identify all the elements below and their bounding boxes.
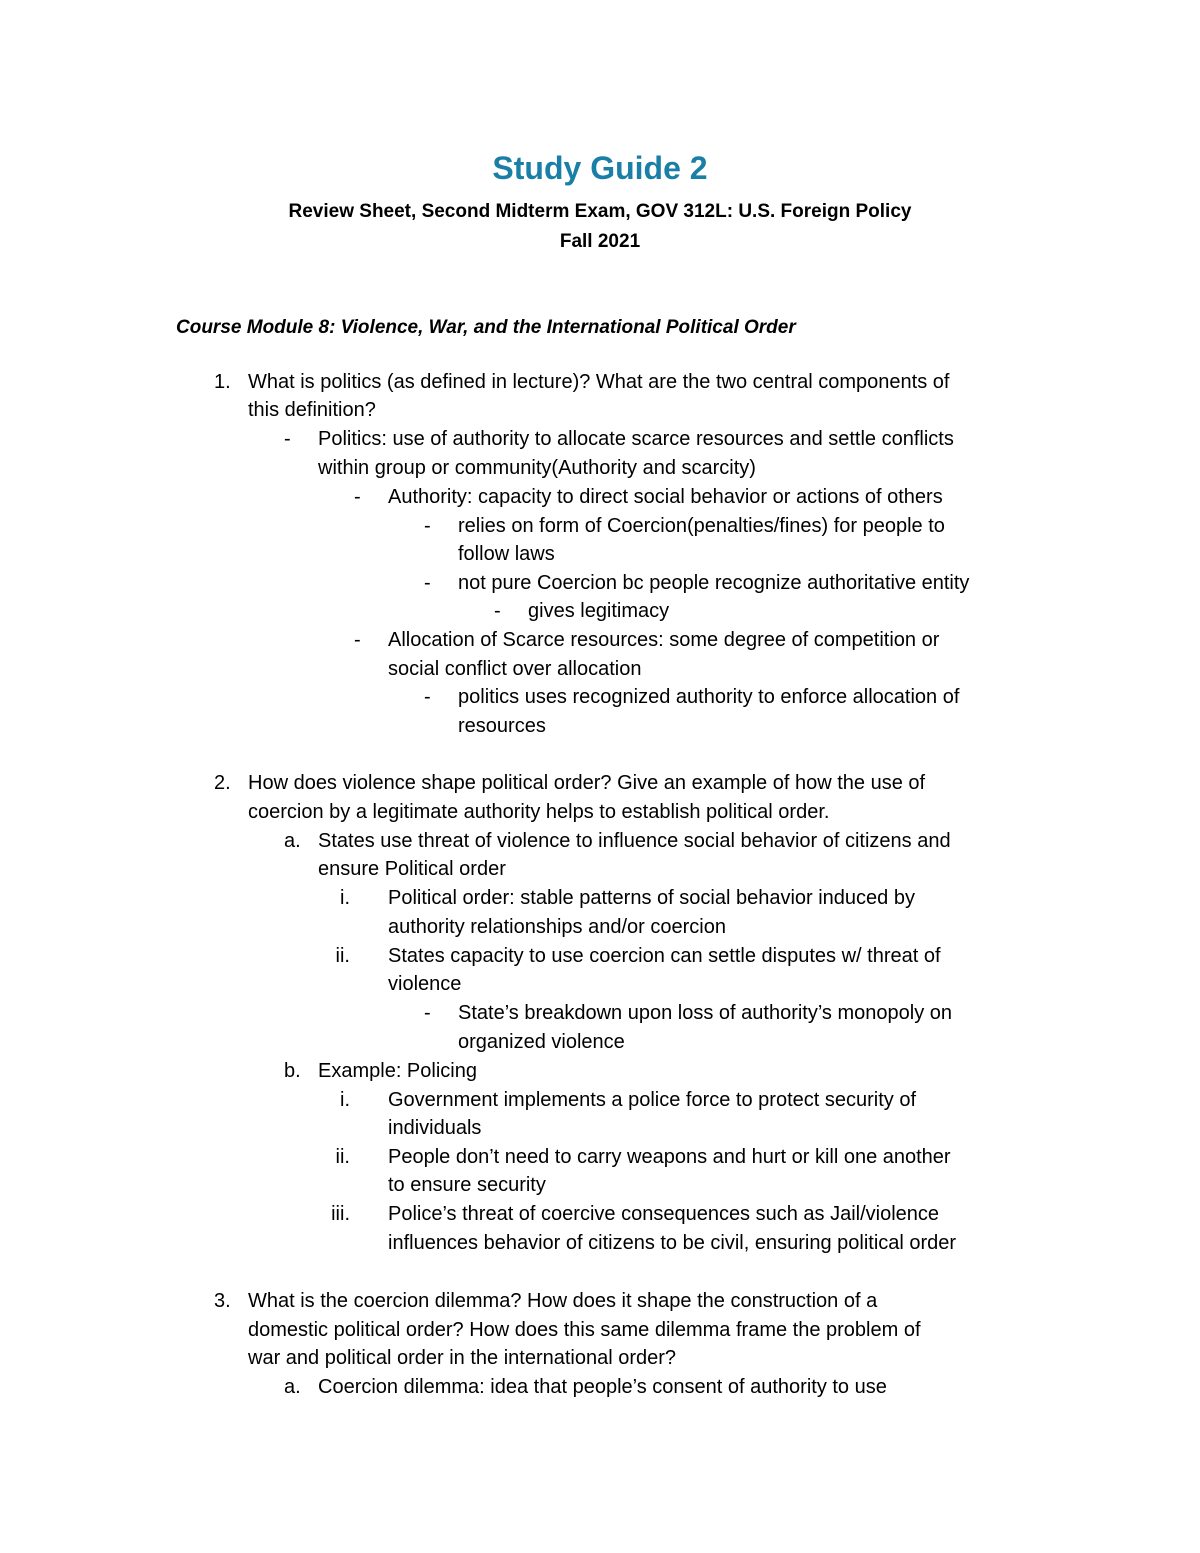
list-marker: ii.: [335, 1146, 350, 1168]
q3-question-line: domestic political order? How does this same dilemma frame the problem of: [248, 1319, 921, 1341]
list-marker: a.: [284, 830, 301, 852]
q1-bullet-line: follow laws: [458, 543, 555, 565]
q2-item-line: States capacity to use coercion can settle disputes w/ threat of: [388, 945, 941, 967]
q2-item-line: individuals: [388, 1117, 482, 1139]
q1-bullet-line: social conflict over allocation: [388, 658, 642, 680]
dash-bullet: -: [354, 486, 361, 508]
list-marker: b.: [284, 1060, 301, 1082]
q3-item-line: Coercion dilemma: idea that people’s consent of authority to use: [318, 1376, 887, 1398]
q2-item-line: ensure Political order: [318, 858, 506, 880]
q1-bullet-line: Politics: use of authority to allocate scarce resources and settle conflicts: [318, 428, 954, 450]
q1-bullet-line: politics uses recognized authority to enforce allocation of: [458, 686, 960, 708]
list-marker: a.: [284, 1376, 301, 1398]
dash-bullet: -: [424, 686, 431, 708]
q2-item-line: Police’s threat of coercive consequences such as Jail/violence: [388, 1203, 940, 1225]
q2-item-line: Example: Policing: [318, 1060, 477, 1082]
page-subtitle: Review Sheet, Second Midterm Exam, GOV 312L: U.S. Foreign Policy: [288, 201, 912, 222]
list-marker: i.: [340, 1089, 350, 1111]
q2-question-line: How does violence shape political order? Give an example of how the use of: [248, 772, 926, 794]
q2-item-line: organized violence: [458, 1031, 625, 1053]
module-heading: Course Module 8: Violence, War, and the International Political Order: [176, 317, 796, 338]
q2-item-line: People don’t need to carry weapons and hurt or kill one another: [388, 1146, 951, 1168]
q1-number: 1.: [214, 371, 231, 393]
list-marker: iii.: [331, 1203, 350, 1225]
dash-bullet: -: [424, 572, 431, 594]
q1-bullet-line: within group or community(Authority and scarcity): [318, 457, 756, 479]
q2-item-line: State’s breakdown upon loss of authority’s monopoly on: [458, 1002, 953, 1024]
q1-question-line: What is politics (as defined in lecture)? What are the two central components of: [248, 371, 950, 393]
q1-bullet-line: Authority: capacity to direct social behavior or actions of others: [388, 486, 943, 508]
q2-item-line: Political order: stable patterns of social behavior induced by: [388, 887, 915, 909]
q3-number: 3.: [214, 1290, 231, 1312]
q2-item-line: authority relationships and/or coercion: [388, 916, 726, 938]
page-title: Study Guide 2: [492, 150, 708, 186]
q3-question-line: What is the coercion dilemma? How does it shape the construction of a: [248, 1290, 878, 1312]
q3-question-line: war and political order in the international order?: [248, 1347, 677, 1369]
page-term: Fall 2021: [559, 231, 641, 252]
q1-bullet-line: Allocation of Scarce resources: some degree of competition or: [388, 629, 940, 651]
dash-bullet: -: [424, 1002, 431, 1024]
q2-item-line: to ensure security: [388, 1174, 546, 1196]
dash-bullet: -: [494, 600, 501, 622]
q2-item-line: violence: [388, 973, 462, 995]
dash-bullet: -: [354, 629, 361, 651]
list-marker: ii.: [335, 945, 350, 967]
q2-number: 2.: [214, 772, 231, 794]
q2-item-line: Government implements a police force to protect security of: [388, 1089, 917, 1111]
q1-bullet-line: not pure Coercion bc people recognize authoritative entity: [458, 572, 970, 594]
dash-bullet: -: [284, 428, 291, 450]
q2-item-line: influences behavior of citizens to be civil, ensuring political order: [388, 1232, 957, 1254]
dash-bullet: -: [424, 515, 431, 537]
q1-bullet-line: gives legitimacy: [528, 600, 670, 622]
q2-question-line: coercion by a legitimate authority helps to establish political order.: [248, 801, 830, 823]
q2-item-line: States use threat of violence to influence social behavior of citizens and: [318, 830, 951, 852]
q1-bullet-line: resources: [458, 715, 546, 737]
list-marker: i.: [340, 887, 350, 909]
q1-question-line: this definition?: [248, 399, 376, 421]
q1-bullet-line: relies on form of Coercion(penalties/fines) for people to: [458, 515, 945, 537]
